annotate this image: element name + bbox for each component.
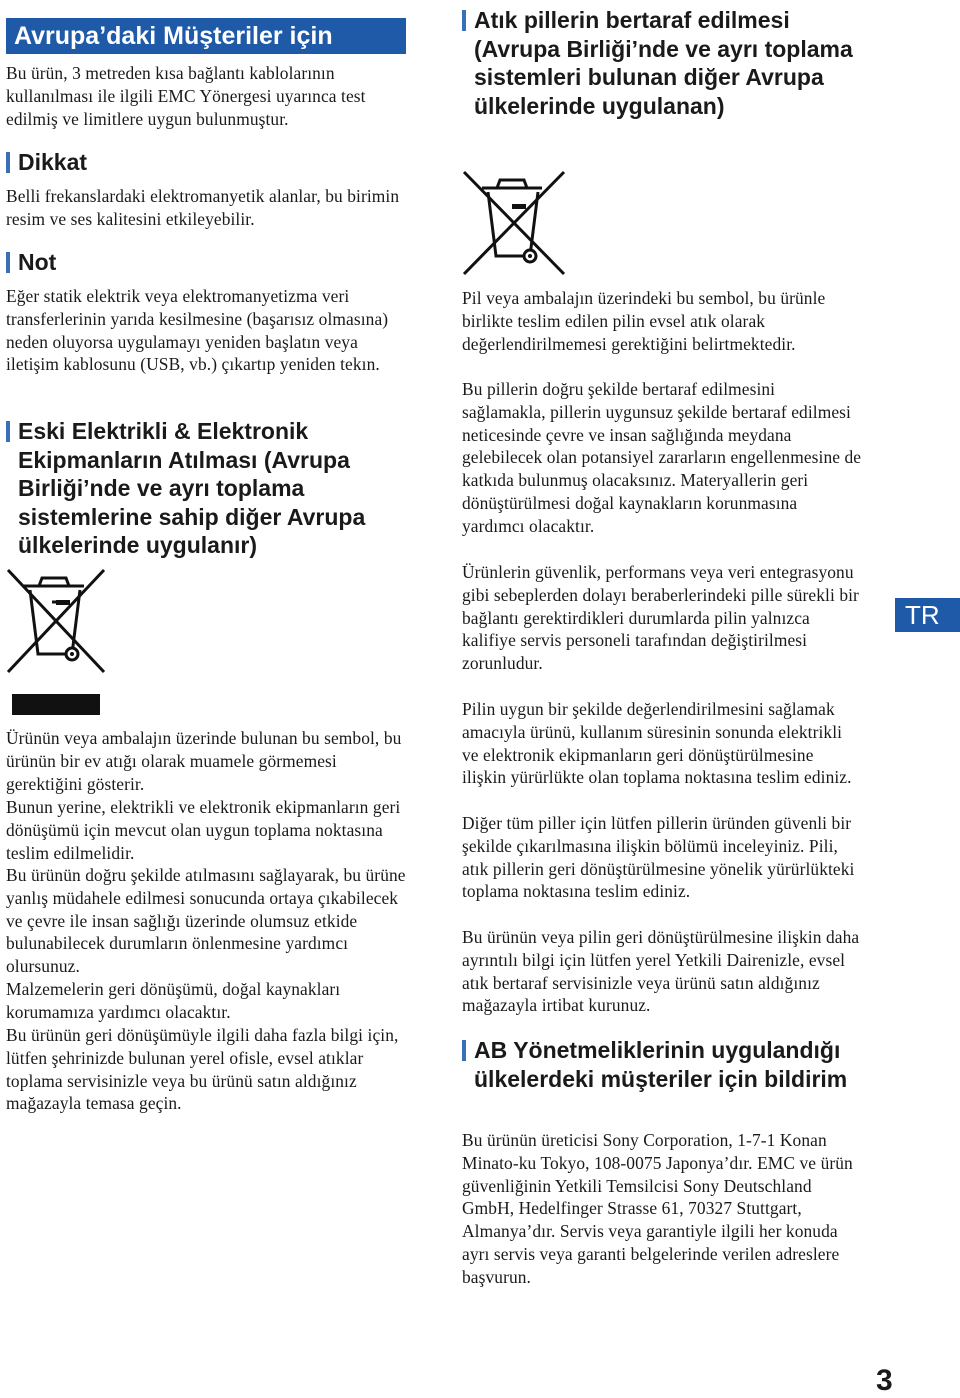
- eu-notice-text: Bu ürünün üreticisi Sony Corporation, 1-7-1 Konan Minato-ku Tokyo, 108-0075 Japonya’dır. EMC ve ürün güvenliğinin Yetkili Temsilcisi Sony Deutschland GmbH, Hedelfinger Strasse 61, 70327 Stuttgart, Almanya’dır. Servis veya garantiyle ilgili her konuda ayrı servis veya garanti belgelerinde verilen adreslere başvurun.: [462, 1130, 853, 1287]
- battery-paragraph-1: Pil veya ambalajın üzerindeki bu sembol, bu ürünle birlikte teslim edilen pilin evsel atık olarak değerlendirilmemesi gerektiğini belirtmektedir.: [462, 288, 826, 354]
- battery-paragraph-6: Bu ürünün veya pilin geri dönüştürülmesine ilişkin daha ayrıntılı bilgi için lütfen yerel Yetkili Dairenizle, evsel atık bertaraf servisinizle veya ürünü satın aldığınız mağazayla irtibat kurunuz.: [462, 927, 860, 1016]
- intro-text: Bu ürün, 3 metreden kısa bağlantı kablolarının kullanılması ile ilgili EMC Yönergesi uyarınca test edilmiş ve limitlere uygun bulunmuştur.: [6, 63, 366, 129]
- dikkat-text: Belli frekanslardaki elektromanyetik alanlar, bu birimin resim ve ses kalitesini etkileyebilir.: [6, 186, 400, 229]
- weee-paragraph-1: Ürünün veya ambalajın üzerinde bulunan bu sembol, bu ürünün bir ev atığı olarak muamele görmemesi gerektiğini gösterir.: [6, 728, 402, 794]
- weee-heading: Eski Elektrikli & Elektronik Ekipmanların Atılması (Avrupa Birliği’nde ve ayrı toplama sistemlerine sahip diğer Avrupa ülkelerinde uygulanır): [6, 417, 408, 560]
- battery-disposal-heading: Atık pillerin bertaraf edilmesi (Avrupa Birliği’nde ve ayrı toplama sistemleri bulunan diğer Avrupa ülkelerinde uygulanan): [462, 6, 854, 120]
- not-heading: Not: [6, 248, 408, 277]
- weee-paragraph-3: Bu ürünün doğru şekilde atılmasını sağlayarak, bu ürüne yanlış müdahele edilmesi sonucunda ortaya çıkabilecek ve çevre ile insan sağlığı üzerinde olumsuz etkide bulunabilecek durumların önlenmesine yardımcı olursunuz.: [6, 865, 406, 977]
- weee-paragraph-4: Malzemelerin geri dönüşümü, doğal kaynakları korumamıza yardımcı olacaktır.: [6, 979, 341, 1022]
- weee-paragraph-5: Bu ürünün geri dönüşümüyle ilgili daha fazla bilgi için, lütfen şehrinizde bulunan yerel ofisle, evsel atıklar toplama servisinizle veya bu ürünü satın aldığınız mağazayla temasa geçin.: [6, 1025, 399, 1114]
- page-number: 3: [876, 1364, 893, 1397]
- battery-paragraph-2: Bu pillerin doğru şekilde bertaraf edilmesini sağlamakla, pillerin uygunsuz şekilde bertaraf edilmesi neticesinde çevre ve insan sağlığında meydana gelebilecek olan potansiyel zararların engellenmesine de katkıda bulunmuş olacaksınız. Materyallerin geri dönüştürülmesi doğal kaynakların korunmasına yardımcı olacaktır.: [462, 379, 862, 536]
- crossed-out-wheelie-bin-icon: [6, 568, 106, 674]
- language-tab: TR: [895, 598, 960, 632]
- battery-paragraph-5: Diğer tüm piller için lütfen pillerin üründen güvenli bir şekilde çıkarılmasına ilişkin bölümü inceleyiniz. Pili, atık pillerin geri dönüştürülmesine yönelik yürürlükteki toplama noktasına teslim ediniz.: [462, 813, 855, 902]
- battery-paragraph-3: Ürünlerin güvenlik, performans veya veri entegrasyonu gibi sebeplerden dolayı beraberlerindeki pille sürekli bir bağlantı gerektirdikleri durumlarda pilin yalnızca kalifiye servis personeli tarafından değiştirilmesi zorunludur.: [462, 562, 859, 674]
- battery-paragraph-4: Pilin uygun bir şekilde değerlendirilmesini sağlamak amacıyla ürünü, kullanım süresinin sonunda elektrikli ve elektronik ekipmanların geri dönüştürülmesine ilişkin yürürlükte olan toplama noktasına teslim ediniz.: [462, 699, 852, 788]
- section-banner: Avrupa’daki Müşteriler için: [6, 18, 406, 54]
- crossed-out-wheelie-bin-icon: [462, 170, 566, 276]
- not-text: Eğer statik elektrik veya elektromanyetizma veri transferlerinin yarıda kesilmesine (başarısız olmasına) neden oluyorsa uygulamayı yeniden başlatın veya iletişim kablosunu (USB, vb.) çıkartıp yeniden tekın.: [6, 286, 389, 375]
- eu-notice-heading: AB Yönetmeliklerinin uygulandığı ülkelerdeki müşteriler için bildirim: [462, 1036, 854, 1093]
- separate-collection-bar: [12, 694, 100, 715]
- weee-paragraph-2: Bunun yerine, elektrikli ve elektronik ekipmanların geri dönüşümü için mevcut olan uygun toplama noktasına teslim edilmelidir.: [6, 797, 401, 863]
- dikkat-heading: Dikkat: [6, 148, 408, 177]
